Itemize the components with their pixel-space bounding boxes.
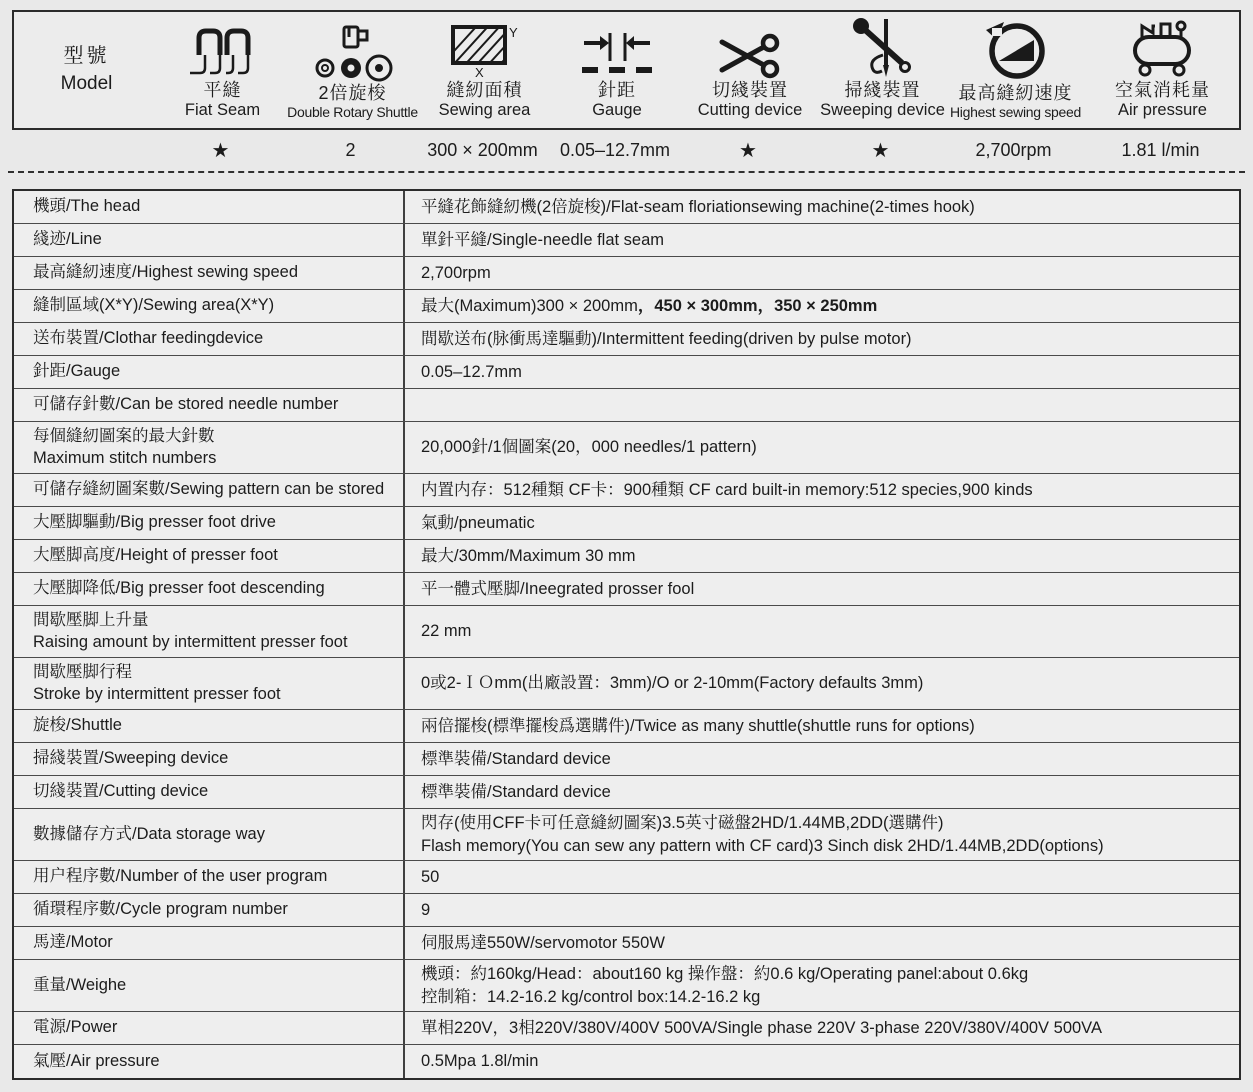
- table-row: [14, 861, 1239, 894]
- spec-label: [14, 573, 405, 605]
- table-row: [14, 507, 1239, 540]
- spec-value-line1: [421, 672, 1231, 694]
- spec-value-line1: [421, 578, 1231, 600]
- spec-value: [405, 776, 1239, 808]
- spec-label: [14, 809, 405, 860]
- spec-value-text: 内置内存：512種類 CF卡：900種類 CF card built-in memory:512 species,900 kinds: [421, 480, 1033, 499]
- spec-label: [14, 224, 405, 256]
- header-label-en: Air pressure: [1118, 101, 1207, 120]
- spec-label-line1: 大壓脚降低/Big presser foot descending: [33, 579, 325, 598]
- spec-label: [14, 861, 405, 893]
- spec-value: [405, 960, 1239, 1011]
- header-col-double-rotary-shuttle: [286, 12, 419, 128]
- header-col-sweeping-device: [816, 12, 949, 128]
- spec-value-line1: [421, 229, 1231, 251]
- spec-label: [14, 389, 405, 421]
- spec-label-line1: 每個縫紉圖案的最大針數: [33, 427, 215, 446]
- header-col-cutting-device: [684, 12, 816, 128]
- spec-value: [405, 927, 1239, 959]
- spec-value-text: 間歇送布(脉衝馬達驅動)/Intermittent feeding(driven by pulse motor): [421, 329, 912, 348]
- spec-value-line1: [421, 620, 1231, 642]
- header-label-cn: 2倍旋梭: [318, 82, 387, 103]
- header-label-en: Gauge: [592, 101, 642, 120]
- spec-label-line1: 旋梭/Shuttle: [33, 716, 122, 735]
- header-col-gauge: [550, 12, 684, 128]
- header-label-en: Cutting device: [697, 101, 803, 120]
- spec-value-line1: [421, 295, 1231, 317]
- header-label-en: Sewing area: [438, 101, 531, 120]
- header-value-air-pressure: 1.81 l/min: [1121, 139, 1200, 160]
- spec-value: [405, 573, 1239, 605]
- spec-label: [14, 474, 405, 506]
- spec-label: [14, 960, 405, 1011]
- header-col-highest-sewing-speed: [949, 12, 1082, 128]
- table-row: [14, 257, 1239, 290]
- spec-value: [405, 290, 1239, 322]
- spec-value-line1: [421, 436, 1231, 458]
- spec-value-text: 2,700rpm: [421, 263, 491, 282]
- table-row: [14, 422, 1239, 474]
- spec-value-line1: [421, 262, 1231, 284]
- spec-label-line1: 數據儲存方式/Data storage way: [33, 824, 265, 843]
- spec-value-line1: [421, 361, 1231, 383]
- header-label-cn: 空氣消耗量: [1115, 79, 1210, 100]
- spec-value: [405, 861, 1239, 893]
- spec-label: [14, 1045, 405, 1078]
- spec-value: [405, 191, 1239, 223]
- spec-label-line1: 用户程序數/Number of the user program: [33, 867, 328, 886]
- spec-label-line1: 針距/Gauge: [33, 362, 121, 381]
- table-row: [14, 224, 1239, 257]
- spec-value-line1: [421, 899, 1231, 921]
- spec-label-line1: 重量/Weighe: [33, 975, 127, 994]
- header-col-model: [14, 12, 159, 128]
- table-row: [14, 960, 1239, 1012]
- spec-label: [14, 257, 405, 289]
- table-row: [14, 474, 1239, 507]
- table-row: [14, 743, 1239, 776]
- spec-value-line1: [421, 512, 1231, 534]
- table-row: [14, 606, 1239, 658]
- table-row: [14, 323, 1239, 356]
- spec-value: [405, 658, 1239, 709]
- spec-label-line1: 縫制區域(X*Y)/Sewing area(X*Y): [33, 296, 275, 315]
- spec-value-line1: [421, 866, 1231, 888]
- spec-label-line1: 可儲存縫紉圖案數/Sewing pattern can be stored: [33, 480, 385, 499]
- header-value-highest-sewing-speed: 2,700rpm: [975, 139, 1052, 160]
- spec-value-line1: [421, 748, 1231, 770]
- spec-value-text: 最大/30mm/Maximum 30 mm: [421, 546, 636, 565]
- table-row: [14, 356, 1239, 389]
- header-label-en: Sweeping device: [820, 101, 945, 120]
- spec-label-line2: Stroke by intermittent presser foot: [33, 684, 281, 703]
- speedometer-icon: [984, 24, 1048, 82]
- spec-value-text: 單相220V，3相220V/380V/400V 500VA/Single phase 220V 3-phase 220V/380V/400V 500VA: [421, 1018, 1102, 1037]
- spec-label-line1: 大壓脚高度/Height of presser foot: [33, 546, 278, 565]
- flat-seam-icon: [187, 21, 259, 79]
- header-label-cn: 最高縫紉速度: [958, 82, 1073, 103]
- spec-value-line1: [421, 196, 1231, 218]
- header-label-cn: 掃綫裝置: [844, 79, 921, 100]
- header-label-en: Double Rotary Shuttle: [287, 104, 418, 121]
- gauge-icon: [579, 21, 655, 79]
- spec-label-line1: 間歇壓脚上升量: [33, 611, 149, 630]
- spec-label: [14, 323, 405, 355]
- table-row: [14, 1045, 1239, 1078]
- spec-label-line1: 送布裝置/Clothar feedingdevice: [33, 329, 264, 348]
- spec-value: [405, 894, 1239, 926]
- spec-value: [405, 743, 1239, 775]
- spec-label: [14, 191, 405, 223]
- spec-label-line1: 循環程序數/Cycle program number: [33, 900, 288, 919]
- compressor-icon: [1128, 21, 1198, 79]
- spec-label: [14, 422, 405, 473]
- spec-value-line1: [421, 328, 1231, 350]
- icon-header-values-row: [12, 132, 1241, 168]
- spec-label-line2: Raising amount by intermittent presser foot: [33, 632, 348, 651]
- spec-value: [405, 323, 1239, 355]
- spec-value-text: 閃存(使用CFF卡可任意縫紉圖案)3.5英寸磁盤2HD/1.44MB,2DD(選購件): [421, 814, 944, 833]
- table-row: [14, 1012, 1239, 1045]
- table-row: [14, 290, 1239, 323]
- spec-value-line1: [421, 963, 1231, 985]
- spec-value-text: 機頭：約160kg/Head：about160 kg 操作盤：約0.6 kg/Operating panel:about 0.6kg: [421, 965, 1029, 984]
- spec-value-line1: [421, 545, 1231, 567]
- sweeping-icon: [850, 21, 916, 79]
- spec-value: [405, 809, 1239, 860]
- header-label-cn: 切綫裝置: [712, 79, 788, 100]
- specification-table: [12, 189, 1241, 1080]
- table-row: [14, 710, 1239, 743]
- spec-value-line1: [421, 812, 1231, 834]
- spec-label: [14, 606, 405, 657]
- spec-value-text: 伺服馬達550W/servomotor 550W: [421, 933, 665, 952]
- spec-value: [405, 474, 1239, 506]
- spec-value-text: 兩倍擺梭(標準擺梭爲選購件)/Twice as many shuttle(shuttle runs for options): [421, 716, 975, 735]
- header-value-gauge: 0.05–12.7mm: [559, 139, 671, 160]
- spec-value-text: 標準裝備/Standard device: [421, 782, 611, 801]
- table-row: [14, 927, 1239, 960]
- spec-value-line1: [421, 932, 1231, 954]
- header-value-sweeping-device: ★: [871, 139, 890, 162]
- header-value-fiat-seam: ★: [211, 139, 230, 162]
- spec-label-line1: 電源/Power: [33, 1018, 118, 1037]
- header-col-fiat-seam: [159, 12, 286, 128]
- header-label-cn: 平縫: [203, 79, 242, 100]
- spec-value: [405, 710, 1239, 742]
- spec-label: [14, 507, 405, 539]
- spec-value: [405, 1012, 1239, 1044]
- header-label-en: Fiat Seam: [184, 101, 261, 120]
- header-value-double-rotary-shuttle: 2: [345, 139, 356, 160]
- spec-value-line1: [421, 781, 1231, 803]
- table-row: [14, 894, 1239, 927]
- header-label-en: Highest sewing speed: [950, 104, 1081, 121]
- spec-value: [405, 356, 1239, 388]
- header-col-air-pressure: [1082, 12, 1243, 128]
- spec-label: [14, 894, 405, 926]
- spec-value-line2: Flash memory(You can sew any pattern with CF card)3 Sinch disk 2HD/1.44MB,2DD(options): [421, 836, 1104, 855]
- spec-value: [405, 540, 1239, 572]
- spec-value: [405, 606, 1239, 657]
- spec-value-text: 20,000針/1個圖案(20，000 needles/1 pattern): [421, 438, 757, 457]
- spec-value-bold-text: ，450 × 300mm，350 × 250mm: [637, 296, 878, 315]
- spec-value: [405, 1045, 1239, 1078]
- spec-value-line1: [421, 479, 1231, 501]
- spec-value-text: 0.05–12.7mm: [421, 362, 522, 381]
- icon-header-table: [12, 10, 1241, 130]
- spec-label: [14, 1012, 405, 1044]
- spec-label: [14, 290, 405, 322]
- spec-value-text: 0.5Mpa 1.8l/min: [421, 1052, 539, 1071]
- spec-label-line1: 最高縫紉速度/Highest sewing speed: [33, 263, 299, 282]
- spec-value-text: 22 mm: [421, 622, 472, 641]
- spec-label-line1: 切綫裝置/Cutting device: [33, 782, 209, 801]
- spec-label-line1: 馬達/Motor: [33, 933, 113, 952]
- spec-label-line1: 氣壓/Air pressure: [33, 1051, 160, 1070]
- spec-value-text: 標準裝備/Standard device: [421, 749, 611, 768]
- spec-value-line1: [421, 715, 1231, 737]
- sewing-area-icon: [445, 21, 525, 79]
- spec-value: [405, 422, 1239, 473]
- spec-label-line1: 間歇壓脚行程: [33, 663, 132, 682]
- spec-value-line1: [421, 1017, 1231, 1039]
- table-row: [14, 658, 1239, 710]
- spec-value-text: 平一體式壓脚/Ineegrated prosser fool: [421, 579, 695, 598]
- svg-text:Y: Y: [508, 24, 518, 40]
- spec-label: [14, 927, 405, 959]
- header-label-en: Model: [60, 73, 113, 95]
- spec-label-line1: 掃綫裝置/Sweeping device: [33, 749, 229, 768]
- spec-label-line2: Maximum stitch numbers: [33, 448, 217, 467]
- double-rotary-shuttle-icon: [310, 24, 396, 82]
- spec-label: [14, 743, 405, 775]
- header-label-cn: 型號: [63, 45, 110, 68]
- spec-label-line1: 綫迹/Line: [33, 230, 102, 249]
- spec-value-text: 9: [421, 900, 431, 919]
- spec-label: [14, 710, 405, 742]
- table-row: [14, 573, 1239, 606]
- table-row: [14, 540, 1239, 573]
- spec-value: [405, 389, 1239, 421]
- spec-value: [405, 507, 1239, 539]
- header-label-cn: 針距: [598, 79, 636, 100]
- svg-text:X: X: [474, 64, 484, 79]
- spec-label: [14, 540, 405, 572]
- header-label-cn: 縫紉面積: [446, 79, 523, 100]
- table-row: [14, 776, 1239, 809]
- table-row: [14, 389, 1239, 422]
- header-value-cutting-device: ★: [739, 139, 757, 162]
- spec-value-line2: 控制箱：14.2-16.2 kg/control box:14.2-16.2 kg: [421, 987, 761, 1006]
- table-row: [14, 191, 1239, 224]
- spec-value: [405, 224, 1239, 256]
- spec-value-text: 氣動/pneumatic: [421, 513, 535, 532]
- spec-value-text: 最大(Maximum)300 × 200mm: [421, 296, 638, 315]
- header-value-sewing-area: 300 × 200mm: [427, 139, 538, 160]
- header-col-sewing-area: [419, 12, 550, 128]
- spec-value-text: 平縫花飾縫紉機(2倍旋梭)/Flat-seam floriationsewing machine(2-times hook): [421, 197, 975, 216]
- dashed-divider: [8, 171, 1245, 173]
- table-row: [14, 809, 1239, 861]
- scissors-icon: [717, 21, 783, 79]
- spec-label-line1: 機頭/The head: [33, 197, 141, 216]
- spec-value: [405, 257, 1239, 289]
- spec-label: [14, 776, 405, 808]
- spec-value-text: 單針平縫/Single-needle flat seam: [421, 230, 665, 249]
- spec-label: [14, 356, 405, 388]
- spec-label-line1: 可儲存針數/Can be stored needle number: [33, 395, 339, 414]
- spec-value-line1: [421, 1050, 1231, 1072]
- spec-value-text: 50: [421, 867, 440, 886]
- spec-label-line1: 大壓脚驅動/Big presser foot drive: [33, 513, 276, 532]
- spec-value-text: 0或2-ＩＯmm(出廠設置：3mm)/O or 2-10mm(Factory defaults 3mm): [421, 674, 924, 693]
- spec-label: [14, 658, 405, 709]
